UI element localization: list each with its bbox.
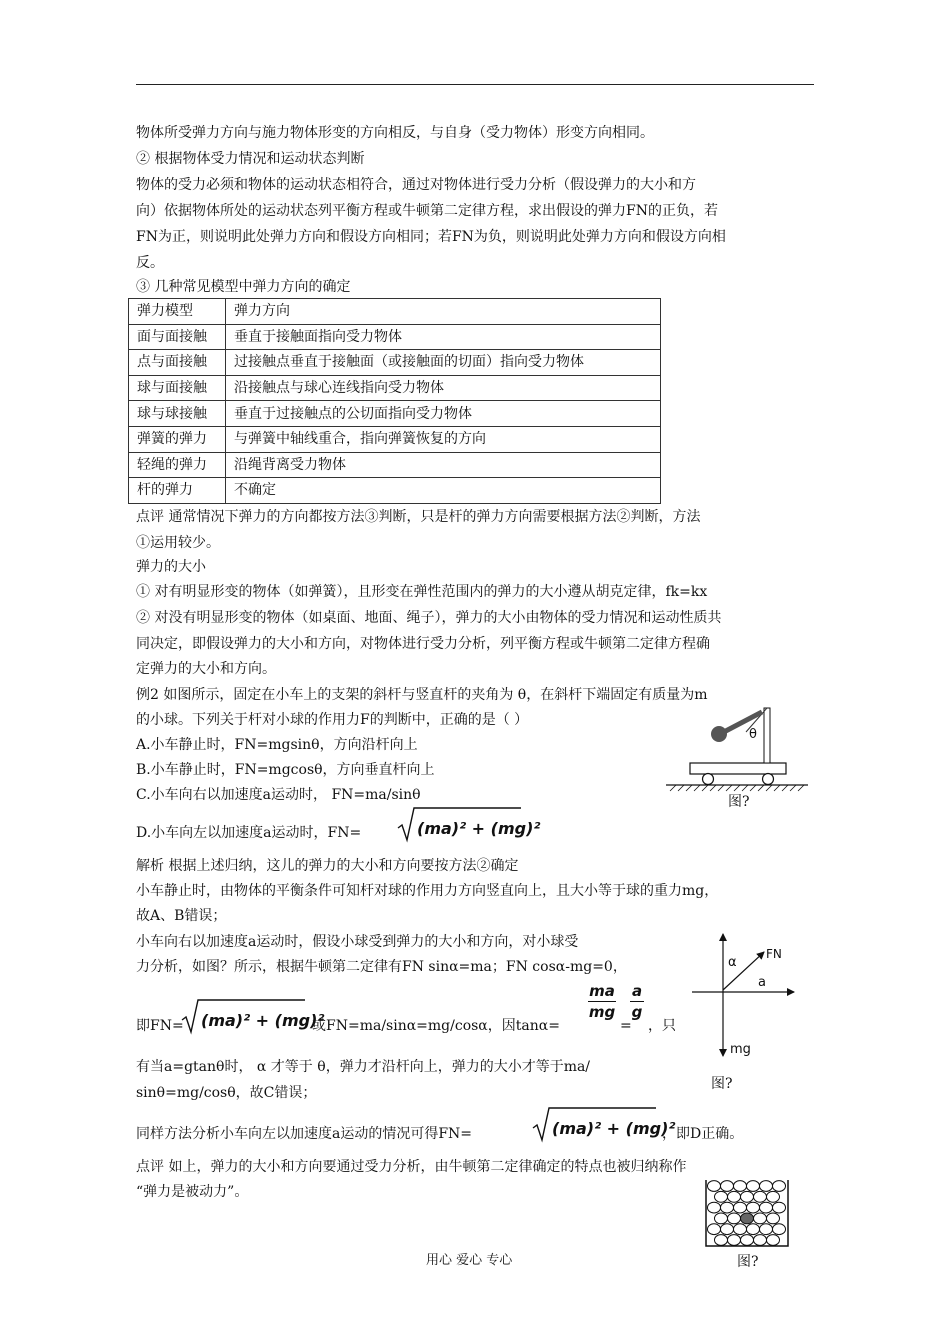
solution-line: 解析 根据上述归纳，这儿的弹力的大小和方向要按方法②确定 <box>136 858 519 874</box>
figure-caption: 图? <box>711 1076 733 1092</box>
table-row <box>129 426 661 452</box>
table-cell: 不确定 <box>226 478 661 504</box>
text-line: 反。 <box>136 255 164 271</box>
ball <box>715 1213 728 1224</box>
text-line: ② 对没有明显形变的物体（如桌面、地面、绳子），弹力的大小由物体的受力情况和运动性质共 <box>136 610 722 626</box>
ball <box>721 1181 734 1192</box>
ball <box>741 1191 754 1202</box>
solution-line-suffix: ，即D正确。 <box>662 1126 744 1142</box>
table-cell: 轻绳的弹力 <box>129 452 226 478</box>
fraction-ma-mg <box>588 982 616 1021</box>
ball <box>754 1235 767 1246</box>
highlighted-ball <box>741 1213 754 1224</box>
table-cell: 球与面接触 <box>129 375 226 401</box>
table-header-row <box>129 299 661 325</box>
ball <box>773 1181 786 1192</box>
option-d: D.小车向左以加速度a运动时，FN= <box>136 825 362 841</box>
table-row <box>129 324 661 350</box>
equals-sign: = <box>620 1018 632 1034</box>
sqrt-expression: (ma)² + (mg)² <box>201 1011 325 1030</box>
fraction-numerator: ma <box>589 982 615 1000</box>
ball <box>773 1224 786 1235</box>
ball <box>767 1213 780 1224</box>
table-cell: 球与球接触 <box>129 401 226 427</box>
ball <box>773 1202 786 1213</box>
text-line: ① 对有明显形变的物体（如弹簧），且形变在弹性范围内的弹力的大小遵从胡克定律，fk=kx <box>136 584 708 600</box>
force-diagram <box>690 928 808 1074</box>
alpha-label: α <box>728 955 737 970</box>
table-cell: 过接触点垂直于接触面（或接触面的切面）指向受力物体 <box>226 350 661 376</box>
ball <box>747 1181 760 1192</box>
comment-line: 点评 通常情况下弹力的方向都按方法③判断，只是杆的弹力方向需要根据方法②判断，方法 <box>136 509 701 525</box>
ball <box>734 1202 747 1213</box>
section-heading: ② 根据物体受力情况和运动状态判断 <box>136 151 365 167</box>
fraction-numerator: a <box>631 982 643 1000</box>
theta-label: θ <box>749 727 757 742</box>
fraction-denominator: mg <box>588 1003 616 1021</box>
table-cell: 面与面接触 <box>129 324 226 350</box>
table-cell: 垂直于过接触点的公切面指向受力物体 <box>226 401 661 427</box>
table-cell: 与弹簧中轴线重合，指向弹簧恢复的方向 <box>226 426 661 452</box>
table-row <box>129 401 661 427</box>
ball <box>734 1224 747 1235</box>
ball <box>728 1235 741 1246</box>
ball <box>715 1235 728 1246</box>
ball <box>734 1181 747 1192</box>
sqrt-expression: (ma)² + (mg)² <box>552 1119 676 1138</box>
fn-label: FN <box>766 947 782 961</box>
text-line: FN为正，则说明此处弹力方向和假设方向相同；若FN为负，则说明此处弹力方向和假设方向相 <box>136 229 726 245</box>
table-row <box>129 350 661 376</box>
page-footer: 用心 爱心 专心 <box>426 1253 513 1268</box>
ball <box>715 1191 728 1202</box>
ball <box>708 1181 721 1192</box>
example-line: 的小球。下列关于杆对小球的作用力F的判断中，正确的是（ ） <box>136 712 529 728</box>
table-cell: 沿接触点与球心连线指向受力物体 <box>226 375 661 401</box>
solution-line-suffix: ，只 <box>648 1018 676 1034</box>
text-line: 物体的受力必须和物体的运动状态相符合，通过对物体进行受力分析（假设弹力的大小和方 <box>136 177 696 193</box>
text-line: 同决定，即假设弹力的大小和方向，对物体进行受力分析，列平衡方程或牛顿第二定律方程确 <box>136 636 710 652</box>
solution-line-middle: 或FN=ma/sinα=mg/cosα，因tanα= <box>312 1018 560 1034</box>
option-b: B.小车静止时，FN=mgcosθ，方向垂直杆向上 <box>136 762 435 778</box>
table-row <box>129 478 661 504</box>
ball <box>708 1202 721 1213</box>
section-heading: 弹力的大小 <box>136 559 206 575</box>
elastic-force-direction-table <box>128 298 661 504</box>
sqrt-formula <box>532 1106 676 1142</box>
solution-line: 故A、B错误； <box>136 908 227 924</box>
solution-line: 力分析，如图？所示，根据牛顿第二定律有FN sinα=ma；FN cosα-mg=0， <box>136 959 627 975</box>
figure-caption: 图? <box>728 794 750 810</box>
table-row <box>129 452 661 478</box>
text-line: ①运用较少。 <box>136 535 220 551</box>
sqrt-expression: (ma)² + (mg)² <box>417 819 541 838</box>
ball <box>760 1181 773 1192</box>
ball <box>728 1191 741 1202</box>
table-cell: 垂直于接触面指向受力物体 <box>226 324 661 350</box>
text-line: 物体所受弹力方向与施力物体形变的方向相反，与自身（受力物体）形变方向相同。 <box>136 125 654 141</box>
solution-line: sinθ=mg/cosθ，故C错误； <box>136 1085 317 1101</box>
fraction-a-g <box>630 982 644 1021</box>
table-header-cell: 弹力模型 <box>129 299 226 325</box>
acceleration-label: a <box>758 975 766 990</box>
ball <box>721 1202 734 1213</box>
solution-line-prefix: 即FN= <box>136 1018 184 1034</box>
comment-line: 点评 如上，弹力的大小和方向要通过受力分析，由牛顿第二定律确定的特点也被归纳称作 <box>136 1159 687 1175</box>
balls-container-figure <box>704 1178 792 1250</box>
ball <box>754 1191 767 1202</box>
solution-line: 有当a=gtanθ时， α 才等于 θ，弹力才沿杆向上，弹力的大小才等于ma/ <box>136 1059 591 1075</box>
table-cell: 杆的弹力 <box>129 478 226 504</box>
table-cell: 点与面接触 <box>129 350 226 376</box>
ball <box>721 1224 734 1235</box>
text-line: 定弹力的大小和方向。 <box>136 661 276 677</box>
ball <box>767 1235 780 1246</box>
text-line: “弹力是被动力”。 <box>136 1184 249 1200</box>
table-row <box>129 375 661 401</box>
ball <box>747 1224 760 1235</box>
solution-line-prefix: 同样方法分析小车向左以加速度a运动的情况可得FN= <box>136 1126 473 1142</box>
ball <box>754 1213 767 1224</box>
option-c: C.小车向右以加速度a运动时， FN=ma/sinθ <box>136 787 421 803</box>
mg-label: mg <box>730 1042 751 1057</box>
header-rule <box>136 84 814 85</box>
fraction-denominator: g <box>631 1003 643 1021</box>
sqrt-formula <box>397 806 541 842</box>
text-line: 向）依据物体所处的运动状态列平衡方程或牛顿第二定律方程，求出假设的弹力FN的正负，若 <box>136 203 718 219</box>
ball <box>767 1191 780 1202</box>
example-line: 例2 如图所示，固定在小车上的支架的斜杆与竖直杆的夹角为 θ，在斜杆下端固定有质量为m <box>136 687 708 703</box>
option-a: A.小车静止时，FN=mgsinθ，方向沿杆向上 <box>136 737 418 753</box>
table-cell: 弹簧的弹力 <box>129 426 226 452</box>
ball <box>741 1235 754 1246</box>
figure-caption: 图? <box>737 1254 759 1270</box>
ball <box>728 1213 741 1224</box>
ball <box>747 1202 760 1213</box>
ball <box>760 1202 773 1213</box>
solution-line: 小车静止时，由物体的平衡条件可知杆对球的作用力方向竖直向上，且大小等于球的重力mg， <box>136 883 719 899</box>
solution-line: 小车向右以加速度a运动时，假设小球受到弹力的大小和方向，对小球受 <box>136 934 579 950</box>
cart-figure <box>664 700 812 792</box>
sqrt-formula <box>181 998 325 1034</box>
table-header-cell: 弹力方向 <box>226 299 661 325</box>
ball <box>760 1224 773 1235</box>
table-cell: 沿绳背离受力物体 <box>226 452 661 478</box>
section-heading: ③ 几种常见模型中弹力方向的确定 <box>136 279 351 295</box>
ball <box>708 1224 721 1235</box>
